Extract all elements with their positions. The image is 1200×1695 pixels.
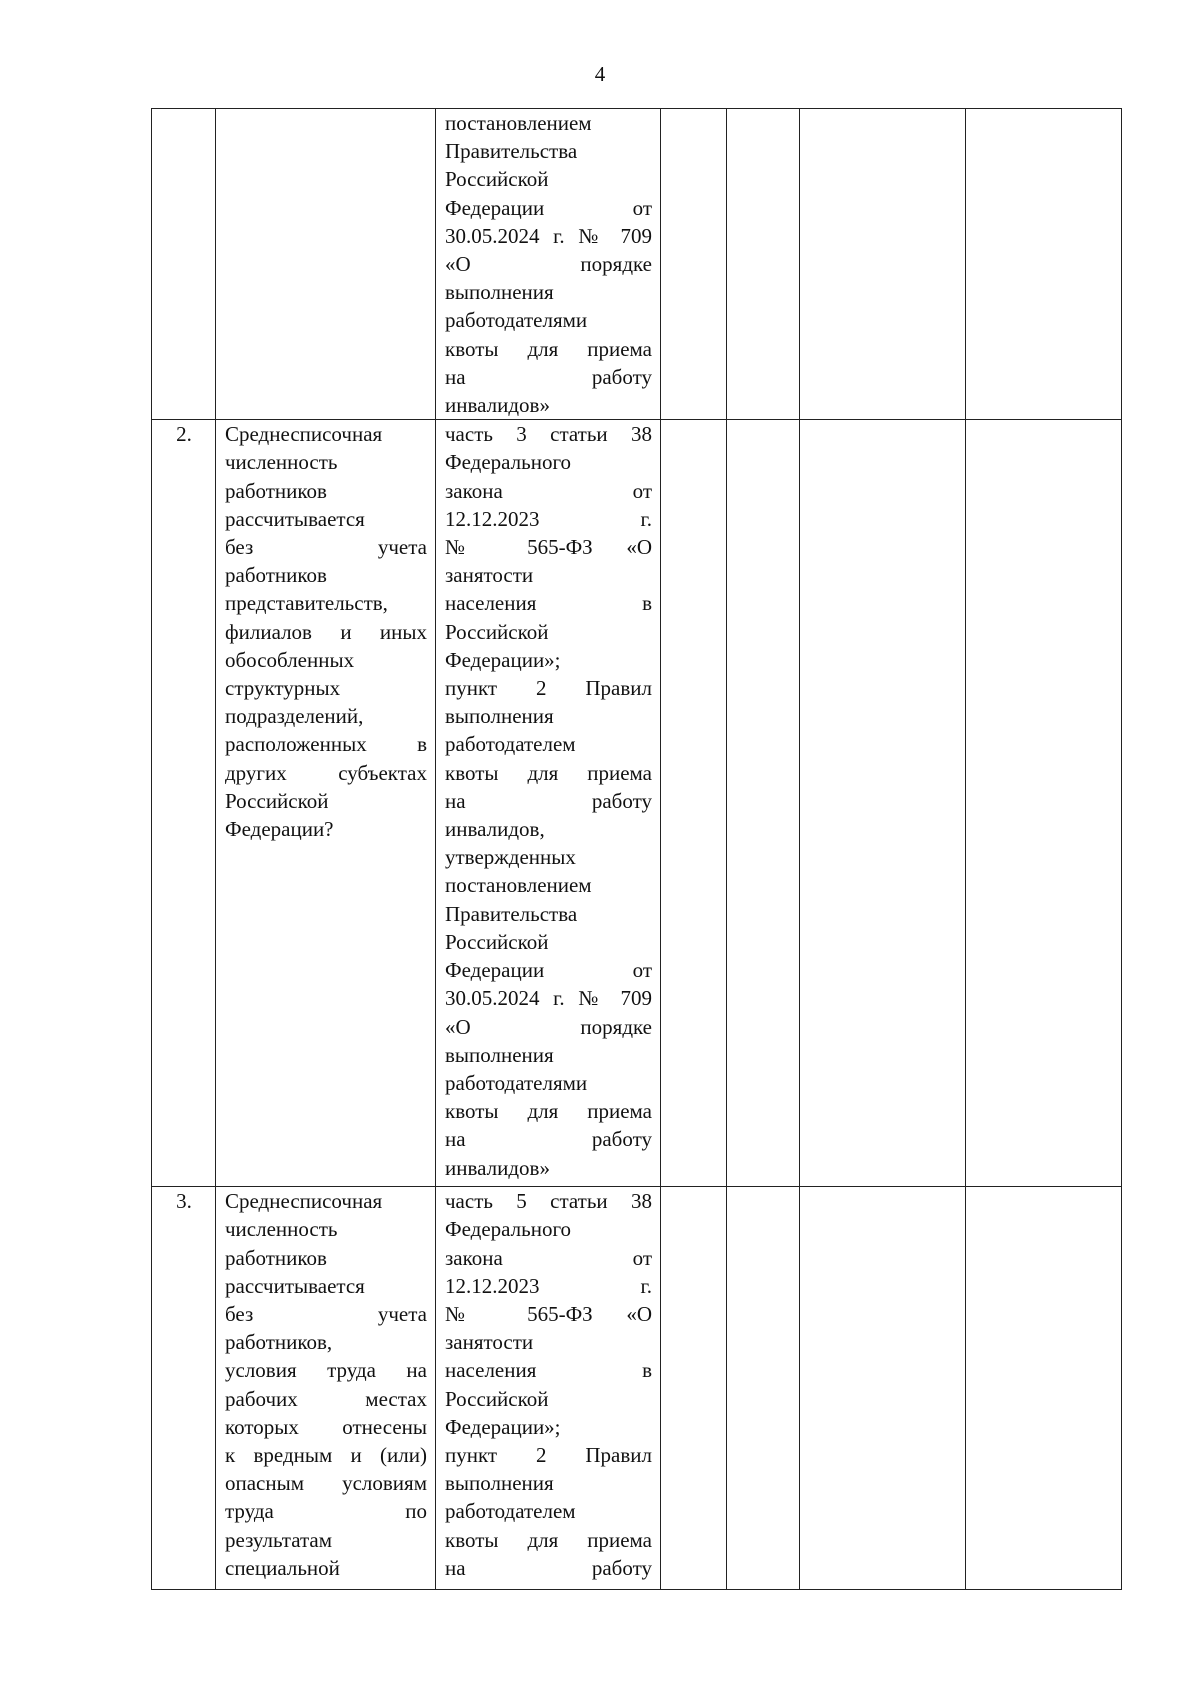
legal-basis-cell bbox=[436, 109, 661, 420]
text-line: Среднесписочная bbox=[225, 422, 383, 447]
text-line: Правительства bbox=[445, 901, 578, 926]
text-line: работодателем bbox=[445, 732, 576, 757]
text-line: на работу bbox=[445, 1555, 652, 1580]
note-cell bbox=[966, 1187, 1122, 1590]
text-line: № 565-ФЗ «О bbox=[445, 535, 652, 560]
text-line: численность bbox=[225, 1217, 338, 1242]
table-row bbox=[152, 1187, 1122, 1590]
text-line: рассчитывается bbox=[225, 506, 365, 531]
text-line: представительств, bbox=[225, 591, 388, 616]
text-line: Федерации от bbox=[445, 958, 652, 983]
text-line: условия труда на bbox=[225, 1358, 427, 1383]
text-line: занятости bbox=[445, 1330, 534, 1355]
row-number-cell: 2. bbox=[152, 420, 216, 1187]
text-line: квоты для приема bbox=[445, 336, 652, 361]
text-line: занятости bbox=[445, 563, 534, 588]
table-row bbox=[152, 109, 1122, 420]
text-line: численность bbox=[225, 450, 338, 475]
text-line: квоты для приема bbox=[445, 1527, 652, 1552]
text-line: работников bbox=[225, 478, 327, 503]
text-line: Российской bbox=[225, 788, 329, 813]
legal-basis-cell bbox=[436, 420, 661, 1187]
text-line: рассчитывается bbox=[225, 1273, 365, 1298]
answer-yes-cell bbox=[661, 420, 727, 1187]
text-line: квоты для приема bbox=[445, 1099, 652, 1124]
text-line: 30.05.2024 г. № 709 bbox=[445, 986, 652, 1011]
text-line: Федерации? bbox=[225, 817, 334, 842]
table-row bbox=[152, 420, 1122, 1187]
text-line: «О порядке bbox=[445, 252, 652, 277]
text-line: выполнения bbox=[445, 280, 554, 305]
text-line: постановлением bbox=[445, 111, 592, 135]
text-line: Федерации»; bbox=[445, 647, 561, 672]
text-line: Российской bbox=[445, 1386, 549, 1411]
text-line: постановлением bbox=[445, 873, 592, 898]
note-cell bbox=[966, 109, 1122, 420]
text-line: подразделений, bbox=[225, 704, 364, 729]
row-number-cell bbox=[152, 109, 216, 420]
answer-no-cell bbox=[727, 1187, 800, 1590]
question-cell bbox=[216, 1187, 436, 1590]
text-line: работодателями bbox=[445, 1070, 588, 1095]
answer-no-cell bbox=[727, 109, 800, 420]
text-line: обособленных bbox=[225, 647, 355, 672]
answer-yes-cell bbox=[661, 1187, 727, 1590]
text-line: Федерации»; bbox=[445, 1414, 561, 1439]
text-line: пункт 2 Правил bbox=[445, 1443, 652, 1468]
text-line: опасным условиям bbox=[225, 1471, 427, 1496]
text-line: без учета bbox=[225, 1302, 427, 1327]
text-line: работодателями bbox=[445, 308, 588, 333]
question-cell bbox=[216, 420, 436, 1187]
text-line: работодателем bbox=[445, 1499, 576, 1524]
text-line: филиалов и иных bbox=[225, 619, 427, 644]
text-line: на работу bbox=[445, 1127, 652, 1152]
text-line: Федерального bbox=[445, 1217, 572, 1242]
text-line: Федерации от bbox=[445, 195, 652, 220]
text-line: 30.05.2024 г. № 709 bbox=[445, 223, 652, 248]
answer-yes-cell bbox=[661, 109, 727, 420]
text-line: выполнения bbox=[445, 704, 554, 729]
text-line: рабочих местах bbox=[225, 1386, 427, 1411]
answer-na-cell bbox=[800, 109, 966, 420]
text-line: специальной bbox=[225, 1555, 340, 1580]
legal-basis-cell bbox=[436, 1187, 661, 1590]
text-line: работников, bbox=[225, 1330, 333, 1355]
text-line: Правительства bbox=[445, 139, 578, 164]
text-line: 12.12.2023 г. bbox=[445, 506, 652, 531]
note-cell bbox=[966, 420, 1122, 1187]
text-line: инвалидов» bbox=[445, 393, 550, 418]
answer-na-cell bbox=[800, 1187, 966, 1590]
text-line: квоты для приема bbox=[445, 760, 652, 785]
text-line: работников bbox=[225, 1245, 327, 1270]
text-line: выполнения bbox=[445, 1471, 554, 1496]
text-line: на работу bbox=[445, 788, 652, 813]
text-line: других субъектах bbox=[225, 760, 427, 785]
text-line: на работу bbox=[445, 364, 652, 389]
question-cell bbox=[216, 109, 436, 420]
text-line: утвержденных bbox=[445, 845, 576, 870]
page-number: 4 bbox=[594, 62, 606, 86]
text-line: Российской bbox=[445, 619, 549, 644]
text-line: Российской bbox=[445, 167, 549, 192]
text-line: структурных bbox=[225, 676, 341, 701]
text-line: закона от bbox=[445, 478, 652, 503]
text-line: закона от bbox=[445, 1245, 652, 1270]
text-line: к вредным и (или) bbox=[225, 1443, 427, 1468]
text-line: населения в bbox=[445, 1358, 652, 1383]
text-line: инвалидов, bbox=[445, 817, 545, 842]
text-line: № 565-ФЗ «О bbox=[445, 1302, 652, 1327]
text-line: населения в bbox=[445, 591, 652, 616]
text-line: без учета bbox=[225, 535, 427, 560]
answer-na-cell bbox=[800, 420, 966, 1187]
requirements-table bbox=[151, 108, 1122, 1590]
text-line: расположенных в bbox=[225, 732, 427, 757]
text-line: инвалидов» bbox=[445, 1155, 550, 1180]
text-line: Среднесписочная bbox=[225, 1189, 383, 1214]
text-line: часть 5 статьи 38 bbox=[445, 1189, 652, 1214]
text-line: пункт 2 Правил bbox=[445, 676, 652, 701]
text-line: 12.12.2023 г. bbox=[445, 1273, 652, 1298]
text-line: «О порядке bbox=[445, 1014, 652, 1039]
text-line: которых отнесены bbox=[225, 1414, 427, 1439]
row-number-cell: 3. bbox=[152, 1187, 216, 1590]
text-line: выполнения bbox=[445, 1042, 554, 1067]
text-line: часть 3 статьи 38 bbox=[445, 422, 652, 447]
text-line: Федерального bbox=[445, 450, 572, 475]
text-line: результатам bbox=[225, 1527, 333, 1552]
text-line: работников bbox=[225, 563, 327, 588]
answer-no-cell bbox=[727, 420, 800, 1187]
text-line: Российской bbox=[445, 929, 549, 954]
text-line: труда по bbox=[225, 1499, 427, 1524]
